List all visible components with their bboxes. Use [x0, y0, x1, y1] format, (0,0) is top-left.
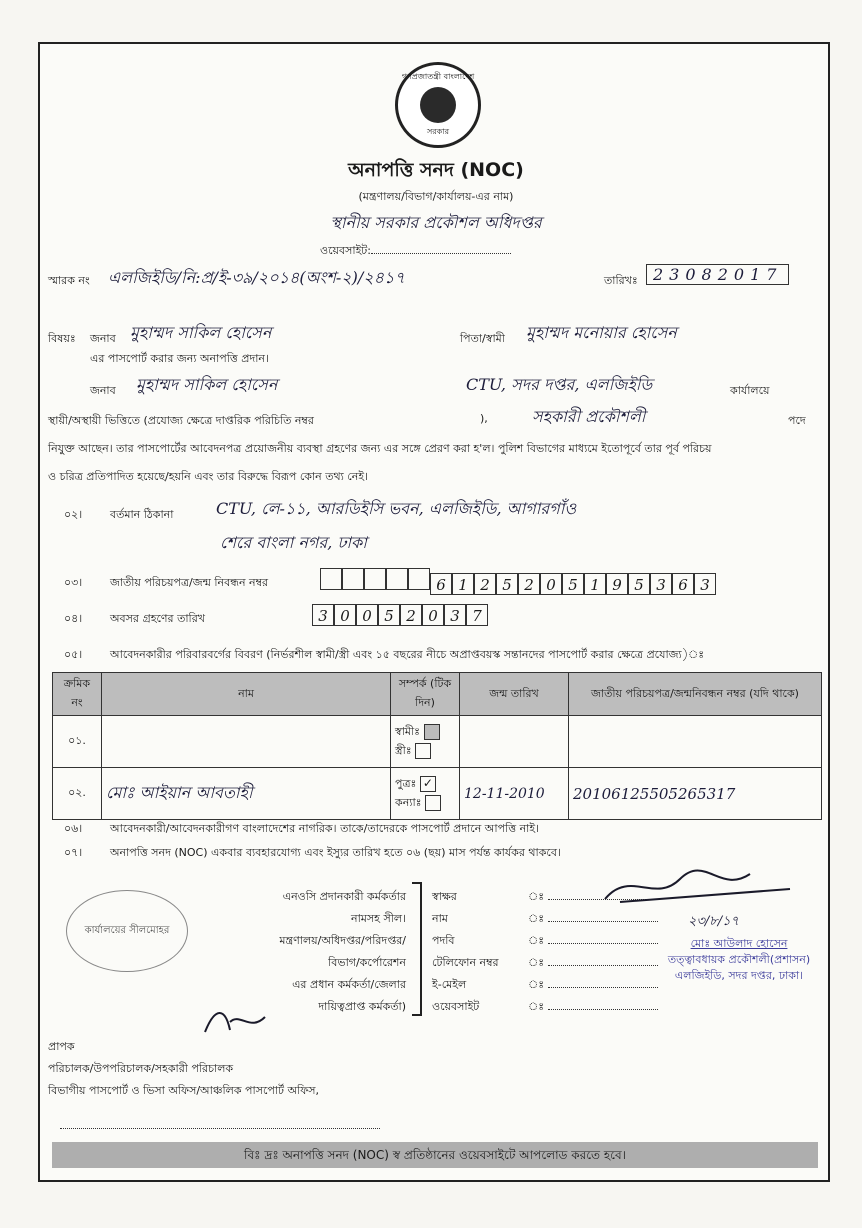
stamp-title: তত্ত্বাবধায়ক প্রকৌশলী(প্রশাসন): [667, 953, 811, 966]
seal-top-text: গণপ্রজাতন্ত্রী বাংলাদেশ: [401, 72, 475, 81]
stamp-office: এলজিইডি, সদর দপ্তর, ঢাকা।: [674, 969, 804, 982]
item-02-number: ০২।: [64, 508, 83, 521]
header-nid: জাতীয় পরিচয়পত্র/জন্মনিবন্ধন নম্বর (যদি থাকে): [569, 673, 822, 716]
row-relation: [391, 716, 460, 768]
item-06-number: ০৬।: [64, 822, 83, 835]
retire-digit-box: 3: [444, 604, 466, 626]
field-name-label: নাম: [432, 912, 448, 925]
recipient-line3: [60, 1114, 380, 1133]
signatory-desc-2: নামসহ সীল।: [351, 912, 406, 925]
item-05-number: ০৫।: [64, 648, 83, 661]
nid-digit-box: 5: [562, 573, 584, 595]
signatory-field-lines: ঃ ঃ ঃ ঃ ঃ ঃ: [528, 886, 658, 1018]
nid-digit-box: 1: [584, 573, 606, 595]
address-line1: CTU, লে-১১, আরডিইসি ভবন, এলজিইডি, আগারগাঁও: [216, 499, 577, 518]
office-name: স্থানীয় সরকার প্রকৌশল অধিদপ্তর: [330, 213, 542, 232]
father-label: পিতা/স্বামী: [460, 332, 505, 345]
body-office: CTU, সদর দপ্তর, এলজিইডি: [466, 375, 653, 394]
officer-stamp: [654, 936, 824, 984]
nid-digit-box: 5: [628, 573, 650, 595]
retire-digit-box: 0: [356, 604, 378, 626]
header-relation: সম্পর্ক (টিক দিন): [391, 673, 460, 716]
page-title: অনাপত্তি সনদ (NOC): [348, 159, 524, 181]
retire-boxes: [312, 604, 488, 626]
nid-digit-box: 2: [474, 573, 496, 595]
row-name: [102, 716, 391, 768]
body-name: মুহাম্মদ সাকিল হোসেন: [136, 375, 278, 394]
body-mr-label: জনাব: [90, 384, 116, 397]
header-serial: ক্রমিক নং: [53, 673, 102, 716]
nid-digit-box: 9: [606, 573, 628, 595]
body-line3: নিযুক্ত আছেন। তার পাসপোর্টের আবেদনপত্র প্রয়োজনীয় ব্যবস্থা গ্রহণের জন্য এর সঙ্গে প্রেরণ করা হ'ল। পুলিশ বিভাগের মাধ্যমে ইতোপূর্বে তার পূর্ব পরিচয়: [48, 442, 712, 455]
website-label: ওয়েবসাইট:: [320, 242, 511, 261]
retire-digit-box: 0: [334, 604, 356, 626]
retire-digit-box: 0: [422, 604, 444, 626]
signatory-desc-5: এর প্রধান কর্মকর্তা/জেলার: [292, 978, 406, 991]
seal-bottom-text: সরকার: [426, 127, 449, 136]
field-email-label: ই-মেইল: [432, 978, 467, 991]
row-dob: 12-11-2010: [460, 768, 569, 820]
field-signature-label: স্বাক্ষর: [432, 890, 457, 903]
page-subtitle: (মন্ত্রণালয়/বিভাগ/কার্যালয়-এর নাম): [358, 190, 514, 203]
nid-label: জাতীয় পরিচয়পত্র/জন্ম নিবন্ধন নম্বর: [110, 576, 269, 589]
item-07-number: ০৭।: [64, 846, 83, 859]
body-line4: ও চরিত্র প্রতিপাদিত হয়েছে/হয়নি এবং তার বিরুদ্ধে বিরূপ কোন তথ্য নেই।: [48, 470, 368, 483]
family-table: [52, 672, 822, 820]
signatory-description: [240, 886, 406, 1018]
row-serial: ০১.: [53, 716, 102, 768]
table-row: [53, 716, 822, 768]
nid-boxes: [320, 568, 716, 595]
address-line2: শেরে বাংলা নগর, ঢাকা: [220, 533, 367, 552]
nid-digit-box: 3: [694, 573, 716, 595]
recipient-line1: পরিচালক/উপপরিচালক/সহকারী পরিচালক: [48, 1062, 234, 1075]
body-office-suffix: কার্যালয়ে: [730, 384, 770, 397]
header-dob: জন্ম তারিখ: [460, 673, 569, 716]
row-serial: ০২.: [53, 768, 102, 820]
item-06-text: আবেদনকারী/আবেদনকারীগণ বাংলাদেশের নাগরিক। তাকে/তাদেরকে পাসপোর্ট প্রদানে আপত্তি নাই।: [110, 822, 540, 835]
nid-digit-box: [386, 568, 408, 590]
recipient-label: প্রাপক: [48, 1040, 75, 1053]
nid-digit-box: 6: [672, 573, 694, 595]
ref-value: এলজিইডি/নি:প্র/ই-৩৯/২০১৪(অংশ-২)/২৪১৭: [108, 268, 405, 287]
officer-signature-icon: [600, 864, 800, 914]
sign-date: ২৩/৮/১৭: [688, 914, 739, 929]
table-row: [53, 768, 822, 820]
relation-son-checkbox-checked-icon[interactable]: ✓: [420, 776, 436, 792]
footer-note: বিঃ দ্রঃ অনাপত্তি সনদ (NOC) স্ব প্রতিষ্ঠানের ওয়েবসাইটে আপলোড করতে হবে।: [52, 1142, 818, 1168]
item-04-number: ০৪।: [64, 612, 83, 625]
retire-label: অবসর গ্রহণের তারিখ: [110, 612, 205, 625]
date-value: 23082017: [646, 264, 789, 285]
nid-digit-box: 6: [430, 573, 452, 595]
relation-daughter-label: কন্যাঃ: [395, 795, 422, 809]
nid-digit-box: [408, 568, 430, 590]
retire-digit-box: 5: [378, 604, 400, 626]
nid-digit-box: [320, 568, 342, 590]
stamp-name: মোঃ আউলাদ হোসেন: [690, 937, 788, 950]
nid-digit-box: [364, 568, 386, 590]
row-dob: [460, 716, 569, 768]
signatory-fields: [432, 886, 499, 1018]
nid-digit-box: 2: [518, 573, 540, 595]
father-name: মুহাম্মদ মনোয়ার হোসেন: [526, 323, 677, 342]
field-designation-label: পদবি: [432, 934, 455, 947]
relation-daughter-checkbox[interactable]: [425, 795, 441, 811]
body-line2-suffix: পদে: [788, 414, 806, 427]
relation-wife-checkbox[interactable]: [415, 743, 431, 759]
seal-emblem-icon: [420, 87, 456, 123]
family-label: আবেদনকারীর পরিবারবর্গের বিবরণ (নির্ভরশীল স্বামী/স্ত্রী এবং ১৫ বছরের নীচে অপ্রাপ্তবয়স্ক সন্তানদের পাসপোর্ট করার ক্ষেত্রে প্রযোজ্য)ঃ: [110, 648, 705, 661]
field-website-label: ওয়েবসাইট: [432, 1000, 480, 1013]
ref-label: স্মারক নং: [48, 274, 90, 287]
subject-label: বিষয়ঃ: [48, 332, 76, 345]
office-seal-placeholder: কার্যালয়ের সীলমোহর: [66, 890, 188, 972]
relation-husband-label: স্বামীঃ: [395, 724, 421, 738]
row-nid: 20106125505265317: [569, 768, 822, 820]
address-label: বর্তমান ঠিকানা: [110, 508, 174, 521]
field-phone-label: টেলিফোন নম্বর: [432, 956, 499, 969]
government-seal: [395, 62, 481, 148]
date-label: তারিখঃ: [604, 274, 638, 287]
relation-husband-checkbox[interactable]: [424, 724, 440, 740]
body-line2-mid: ),: [480, 412, 488, 425]
nid-digit-box: 5: [496, 573, 518, 595]
signatory-desc-1: এনওসি প্রদানকারী কর্মকর্তার: [282, 890, 406, 903]
relation-wife-label: স্ত্রীঃ: [395, 743, 412, 757]
recipient-signature-icon: [200, 1002, 270, 1038]
signatory-desc-3: মন্ত্রণালয়/অধিদপ্তর/পরিদপ্তর/: [279, 934, 406, 947]
retire-digit-box: 3: [312, 604, 334, 626]
item-07-text: অনাপত্তি সনদ (NOC) একবার ব্যবহারযোগ্য এবং ইস্যুর তারিখ হতে ০৬ (ছয়) মাস পর্যন্ত কার্যকর থাকবে।: [110, 846, 561, 859]
row-name: মোঃ আইয়ান আবতাহী: [102, 768, 391, 820]
family-table-header: [53, 673, 822, 716]
item-03-number: ০৩।: [64, 576, 83, 589]
nid-digit-box: [342, 568, 364, 590]
row-nid: [569, 716, 822, 768]
applicant-name: মুহাম্মদ সাকিল হোসেন: [130, 323, 272, 342]
nid-digit-box: 1: [452, 573, 474, 595]
relation-son-label: পুত্রঃ: [395, 776, 417, 790]
retire-digit-box: 7: [466, 604, 488, 626]
signatory-desc-6: দায়িত্বপ্রাপ্ত কর্মকর্তা): [318, 1000, 406, 1013]
header-name: নাম: [102, 673, 391, 716]
body-line2-prefix: স্থায়ী/অস্থায়ী ভিত্তিতে (প্রযোজ্য ক্ষেত্রে দাপ্তরিক পরিচিতি নম্বর: [48, 414, 314, 427]
signatory-bracket: [412, 882, 422, 1016]
nid-digit-box: 3: [650, 573, 672, 595]
noc-form: [38, 42, 830, 1182]
signatory-desc-4: বিভাগ/কর্পোরেশন: [328, 956, 406, 969]
designation: সহকারী প্রকৌশলী: [532, 407, 646, 426]
nid-digit-box: 0: [540, 573, 562, 595]
subject-line2: এর পাসপোর্ট করার জন্য অনাপত্তি প্রদান।: [90, 352, 269, 365]
subject-mr-label: জনাব: [90, 332, 116, 345]
row-relation: [391, 768, 460, 820]
recipient-line2: বিভাগীয় পাসপোর্ট ও ভিসা অফিস/আঞ্চলিক পাসপোর্ট অফিস,: [48, 1084, 319, 1097]
retire-digit-box: 2: [400, 604, 422, 626]
